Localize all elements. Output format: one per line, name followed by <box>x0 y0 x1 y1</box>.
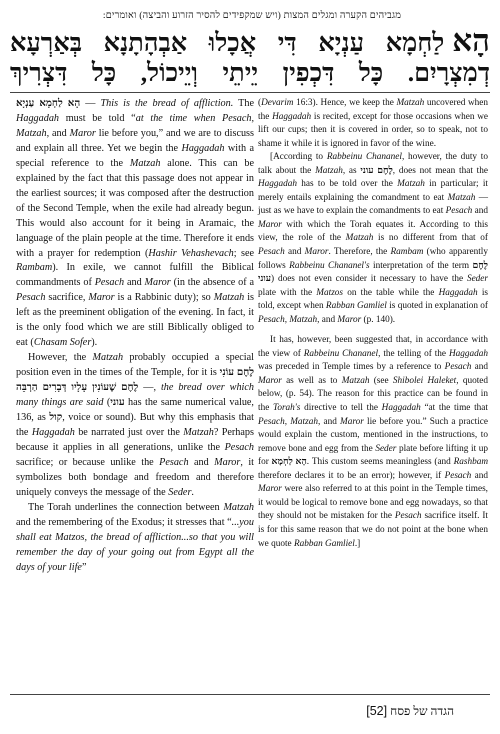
hebrew-word: קול <box>49 412 63 424</box>
text-run: It has, however, been suggested that, in accordance with the view of <box>258 335 488 359</box>
text-run: is left as the preeminent obligation of the evening. In fact, it is the only food which we are still Biblically obliged to eat ( <box>16 292 254 349</box>
hebrew-passage-line-2: דְמִצְרָיִם. כָּל דִּכְפִין יֵיתֵי וְיֵיכוֹל, כָּל דִּצְרִיךְ <box>10 58 490 87</box>
hebrew-passage <box>10 23 490 88</box>
text-run: is no different from that of <box>373 233 488 244</box>
italic-term: Hashir Vehashevach <box>148 247 234 259</box>
text-run: lie before you,” and we are to discuss and explain all three. Yet we begin the <box>16 127 254 154</box>
footer-divider <box>10 694 490 695</box>
text-run: on the table while the <box>343 287 439 298</box>
text-run: and <box>124 277 145 289</box>
italic-term: Rabbeinu Chananel's <box>289 260 370 271</box>
italic-term: Haggadah <box>31 426 75 438</box>
text-run: The <box>233 98 254 109</box>
left-paragraph-2 <box>16 351 254 501</box>
left-paragraph-3 <box>16 501 254 576</box>
text-run: “at the time that <box>420 403 488 414</box>
italic-term: Matzah <box>92 352 124 364</box>
italic-term: Haggadah <box>438 287 478 298</box>
italic-term: Pesach <box>258 247 285 258</box>
italic-term: Rashbam <box>453 457 489 468</box>
hebrew-passage-line-1 <box>10 23 490 58</box>
text-run: has to be told over the <box>297 179 398 190</box>
text-run: — <box>138 382 154 394</box>
text-run: and <box>284 247 305 258</box>
hebrew-phrase: לֶחֶם עוני <box>258 260 489 285</box>
italic-term: Rambam <box>16 262 53 274</box>
text-run: sacrifice, <box>45 292 89 304</box>
italic-term: Haggadah <box>381 403 421 414</box>
italic-term: Seder <box>168 486 192 498</box>
hebrew-instruction: מגביהים הקערה ומגלים המצות (ויש שמקפידים להסיר הזרוע והביצה) ואומרים: <box>102 10 402 21</box>
text-run: , it symbolizes both bondage and freedom and therefore uniquely conveys the message of the <box>16 456 254 498</box>
text-run: be narrated just over the <box>74 426 184 438</box>
text-run: — just as we have to explain the comandments to eat <box>258 192 488 217</box>
italic-term: Pesach <box>444 362 472 373</box>
italic-term: Pesach <box>224 441 254 453</box>
italic-term: Maror <box>337 314 362 325</box>
text-run: 16:3). Hence, we keep the <box>293 98 397 108</box>
italic-term: Haggadah <box>181 142 225 154</box>
hebrew-phrase: לֶחֶם עוני <box>360 165 393 176</box>
hebrew-lemma: הָא לַחְמָא עַנְיָא <box>16 98 81 109</box>
hebrew-word: עוני <box>110 397 125 409</box>
italic-term: Seder <box>375 443 397 454</box>
commentary-right-column <box>258 97 488 551</box>
italic-term: Matzah <box>213 292 245 304</box>
italic-term: Pesach <box>94 277 125 289</box>
text-run: ) does not even consider it necessary to have the <box>271 274 467 285</box>
italic-term: ...you shall eat Matzos, the bread of affliction...so that you will remember the day of your going out from Egypt all the days of your life <box>16 516 254 573</box>
text-run: is a Rabbinic duty); so <box>114 292 214 304</box>
text-run: , and <box>317 416 341 427</box>
hebrew-phrase: הָא לַחְמָא <box>271 457 307 468</box>
text-run: ). In exile, we cannot fulfill the Biblical commandments of <box>16 262 254 289</box>
italic-term: Matzah <box>183 426 214 438</box>
running-title: הגדה של פסח <box>390 704 454 718</box>
text-run: therefore declares it to be an error); however, if <box>258 470 445 481</box>
text-run: as well as to <box>281 375 342 386</box>
text-run: (p. 140). <box>361 314 396 325</box>
italic-term: Pesach <box>445 206 473 217</box>
text-run: . <box>191 486 194 498</box>
ha-lachma-large-word: הָא <box>452 23 490 58</box>
text-run: (in the absence of a <box>170 277 254 289</box>
italic-term: Haggadah <box>258 179 298 190</box>
text-run: probably occupied a special position even in the times of the Temple, for it is <box>16 352 254 379</box>
text-run: ” <box>81 561 87 573</box>
text-run: .] <box>354 538 361 549</box>
text-run: alone. This can be explained by the fact that this passage does not appear in the earliest sources; it was composed after the destruction of the Second Temple, when the exile had already begun. This would also account for it being in Aramaic, the language of the plain people at the time. Therefore it ends with a prayer for redemption ( <box>16 157 254 259</box>
text-run: must be told “ <box>59 112 136 124</box>
italic-term: Matzah <box>447 192 476 203</box>
text-run: has the same numerical value, 136, as <box>16 397 254 424</box>
text-run: and <box>188 456 215 468</box>
italic-term: Chasam Sofer <box>33 337 92 349</box>
text-run: lie before you.” Such a practice would explain the custom, mentioned in the instructions, to remove bone and egg from the <box>258 416 488 454</box>
italic-term: Matzah <box>341 375 370 386</box>
italic-term: Shibolei Haleket <box>392 375 457 386</box>
italic-term: Pesach, Matzah <box>258 314 318 325</box>
italic-term: Maror <box>88 292 115 304</box>
text-run: , quoted below, (p. 54). The reason for this practice can be found in the <box>258 375 489 414</box>
text-run: interpretation of the term <box>369 260 473 271</box>
italic-term: Maror <box>258 219 282 230</box>
italic-term: Matzah <box>345 233 374 244</box>
text-run: uncovered when the <box>258 98 488 122</box>
italic-term: Maror <box>304 247 329 258</box>
text-run: ? Perhaps because it applies in all generations, unlike the <box>16 426 254 453</box>
text-run: , however, the duty to talk about the <box>258 152 488 176</box>
italic-term: Devarim <box>261 98 294 108</box>
text-run: and the remembering of the Exodus; it stresses that “ <box>16 516 232 528</box>
text-run: directive to tell the <box>300 403 382 414</box>
right-paragraph-3 <box>258 334 488 551</box>
italic-term: Pesach <box>159 456 189 468</box>
italic-term: Maror <box>258 375 282 386</box>
text-run: (who apparently follows <box>258 247 488 271</box>
right-paragraph-2 <box>258 151 488 327</box>
text-run: were also referred to at this point in the Temple times, it would be logical to remove bone and egg nowadays, so that they should not be mistaken for the <box>258 484 488 522</box>
hebrew-phrase: לֶחֶם עוֹנִי <box>219 367 254 379</box>
text-run: ). <box>91 337 98 349</box>
text-run: is recited, except for those occasions when we lift our cups; then it is covered in order, so to speak, not to shame it while it is ignored in favor of the wine. <box>258 111 488 149</box>
text-run: , does not mean that the <box>392 165 488 176</box>
italic-term: Matzah <box>223 501 254 513</box>
text-run: , voice or sound). But why this emphasis that the <box>16 412 254 438</box>
italic-term: Seder <box>466 274 488 285</box>
text-run: (see <box>369 375 393 386</box>
italic-term: Rambam <box>390 247 424 258</box>
text-run: — <box>80 98 101 109</box>
text-run: plate before lifting it up for <box>258 443 488 468</box>
italic-term: Pesach <box>394 511 422 522</box>
page-footer <box>366 704 474 719</box>
italic-term: This is the bread of affliction. <box>100 98 234 109</box>
page-number: [52] <box>366 704 388 718</box>
text-run: , <box>153 382 161 394</box>
hebrew-phrase: לֶחֶם שֶׁעוֹנִין עָלָיו דְּבָרִים הַרְבֵּה <box>16 382 139 394</box>
text-run: ; see <box>233 247 255 259</box>
text-run: with a special reference to the <box>16 142 254 169</box>
italic-term: Maror <box>144 277 171 289</box>
italic-term: the bread over which many things are said <box>16 382 255 409</box>
text-run: is told, except when <box>258 287 488 312</box>
italic-term: Haggadah <box>448 348 488 359</box>
italic-term: Rabban Gamliel <box>293 538 355 549</box>
text-run: However, the <box>28 352 93 364</box>
text-run: and <box>49 127 70 139</box>
text-run: , as <box>342 165 361 176</box>
text-run: and <box>471 470 488 481</box>
text-run: sacrifice; or because unlike the <box>16 456 160 468</box>
italic-term: Torah's <box>273 403 301 414</box>
text-run: with which the Torah equates it. According to this view, the role of the <box>258 219 488 244</box>
italic-term: at the time when Pesach, Matzah, <box>16 112 254 139</box>
text-run: ( <box>258 98 262 108</box>
text-run: ( <box>103 397 111 409</box>
italic-term: Matzah <box>397 179 425 190</box>
italic-term: Matzah <box>129 157 161 169</box>
text-run: and <box>472 206 488 217</box>
text-run: was preceded in Temple times by a reference to <box>258 362 445 373</box>
italic-term: Maror <box>340 416 364 427</box>
italic-term: Pesach, Matzah <box>258 416 318 427</box>
text-run: in particular; it merely entails explaining the comandment to eat <box>258 179 488 203</box>
text-run: The Torah underlines the connection between <box>28 501 224 513</box>
text-run: . This custom seems meaningless (and <box>306 457 454 468</box>
right-paragraph-1 <box>258 97 488 151</box>
text-run: , and <box>317 314 338 325</box>
italic-term: Pesach <box>16 292 46 304</box>
italic-term: Matzos <box>316 287 344 298</box>
italic-term: Haggadah <box>16 112 60 124</box>
italic-term: Maror <box>69 127 96 139</box>
text-run: and <box>471 362 488 373</box>
hebrew-line-1-text: לַחְמָא עַנְיָא דִּי אֲכָלוּ אַבְהָתָנָא בְּאַרְעָא <box>10 28 445 57</box>
italic-term: Haggadah <box>272 111 312 122</box>
left-paragraph-1 <box>16 97 254 351</box>
italic-term: Matzah <box>396 98 425 108</box>
text-run: , the telling of the <box>378 348 449 359</box>
header-divider <box>10 92 490 93</box>
text-run: plate with the <box>258 287 317 298</box>
italic-term: Rabbeinu Chananel <box>326 152 402 163</box>
italic-term: Maror <box>214 456 241 468</box>
commentary-left-column <box>16 97 254 576</box>
italic-term: Rabban Gamliel <box>325 301 387 312</box>
italic-term: Maror <box>258 484 282 495</box>
text-run: sacrifice itself. It is for this same reason that we do not point at the bone when we quote <box>258 511 489 549</box>
text-run: [According to <box>270 152 327 163</box>
text-run: . Therefore, the <box>328 247 391 258</box>
italic-term: Matzah <box>315 165 343 176</box>
italic-term: Pesach <box>444 470 472 481</box>
text-run: is quoted in explanation of <box>386 301 489 312</box>
italic-term: Rabbeinu Chananel <box>303 348 379 359</box>
